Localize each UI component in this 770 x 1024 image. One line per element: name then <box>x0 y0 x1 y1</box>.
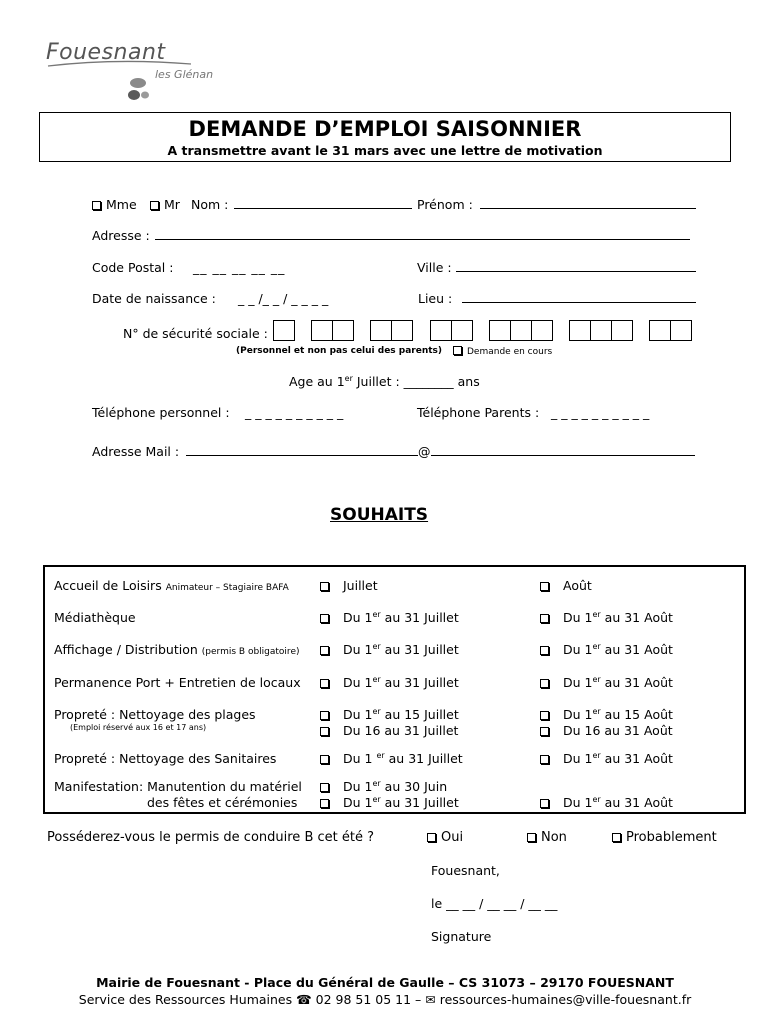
checkbox[interactable] <box>320 755 329 764</box>
code-postal-label: Code Postal : <box>92 260 174 275</box>
row-affichage: Affichage / Distribution (permis B obligatoire) <box>54 642 300 657</box>
ville-input[interactable] <box>456 271 696 272</box>
secu-digit[interactable] <box>670 320 692 341</box>
secu-digit[interactable] <box>451 320 473 341</box>
checkbox[interactable] <box>540 799 549 808</box>
checkbox[interactable] <box>427 833 436 842</box>
mail-label: Adresse Mail : <box>92 444 180 459</box>
logo-sub: les Glénan <box>155 68 214 81</box>
secu-digit[interactable] <box>569 320 591 341</box>
mail-input-user[interactable] <box>186 455 418 456</box>
checkbox[interactable] <box>320 582 329 591</box>
checkbox[interactable] <box>612 833 621 842</box>
signature-date[interactable]: le __ __ / __ __ / __ __ <box>431 896 558 911</box>
checkbox[interactable] <box>540 727 549 736</box>
secu-digit[interactable] <box>489 320 511 341</box>
row-permanence-port: Permanence Port + Entretien de locaux <box>54 675 301 690</box>
plages-juillet-1-option[interactable]: Du 1er au 15 Juillet <box>320 707 459 722</box>
plages-juillet-2-option[interactable]: Du 16 au 31 Juillet <box>320 723 458 738</box>
secu-label: N° de sécurité sociale : <box>123 326 268 341</box>
phone-icon: ☎ <box>296 992 312 1007</box>
mr-checkbox[interactable] <box>150 201 159 210</box>
mediatheque-juillet-option[interactable]: Du 1er au 31 Juillet <box>320 610 459 625</box>
accueil-aout-option[interactable]: Août <box>540 578 592 593</box>
secu-digit[interactable] <box>649 320 671 341</box>
tel-perso-label: Téléphone personnel : <box>92 405 230 420</box>
logo-swoosh-icon <box>46 58 196 104</box>
mediatheque-aout-option[interactable]: Du 1er au 31 Août <box>540 610 673 625</box>
title-box <box>39 112 731 162</box>
footer-contact: Service des Ressources Humaines ☎ 02 98 51 05 11 – ✉ ressources-humaines@ville-fouesnant.fr <box>78 992 692 1007</box>
secu-note: (Personnel et non pas celui des parents) <box>236 346 443 356</box>
secu-digit[interactable] <box>370 320 392 341</box>
checkbox[interactable] <box>540 614 549 623</box>
footer-address: Mairie de Fouesnant - Place du Général de Gaulle – CS 31073 – 29170 FOUESNANT <box>96 975 674 990</box>
signature-label: Signature <box>431 929 492 944</box>
accueil-juillet-option[interactable]: Juillet <box>320 578 378 593</box>
page-subtitle: A transmettre avant le 31 mars avec une lettre de motivation <box>167 143 603 158</box>
sanitaires-juillet-option[interactable]: Du 1 $^{er}$ au 31 Juillet <box>320 751 463 766</box>
mr-option[interactable]: Mr <box>150 197 180 212</box>
manifestation-juin-option[interactable]: Du 1er au 30 Juin <box>320 779 447 794</box>
row-manifestation: Manifestation: Manutention du matériel <box>54 779 302 794</box>
checkbox[interactable] <box>540 711 549 720</box>
age-field[interactable]: Age au 1er Juillet : ________ ans <box>289 373 480 389</box>
manifestation-juillet-option[interactable]: Du 1er au 31 Juillet <box>320 795 459 810</box>
adresse-label: Adresse : <box>92 228 150 243</box>
tel-perso-input[interactable]: _ _ _ _ _ _ _ _ _ _ <box>245 405 344 420</box>
proprete-plages-note: (Emploi réservé aux 16 et 17 ans) <box>70 723 207 732</box>
row-proprete-plages: Propreté : Nettoyage des plages <box>54 707 256 722</box>
date-naissance-label: Date de naissance : <box>92 291 216 306</box>
tel-parents-label: Téléphone Parents : <box>417 405 540 420</box>
row-mediatheque: Médiathèque <box>54 610 136 625</box>
permis-oui-option[interactable]: Oui <box>427 830 463 845</box>
secu-digit[interactable] <box>273 320 295 341</box>
page-title: DEMANDE D’EMPLOI SAISONNIER <box>188 117 582 141</box>
permis-question: Posséderez-vous le permis de conduire B cet été ? <box>47 830 374 845</box>
checkbox[interactable] <box>540 679 549 688</box>
checkbox[interactable] <box>320 614 329 623</box>
mail-at: @ <box>418 444 431 459</box>
prenom-label: Prénom : <box>417 197 473 212</box>
secu-digit[interactable] <box>391 320 413 341</box>
permis-probablement-option[interactable]: Probablement <box>612 830 717 845</box>
manifestation-aout-option[interactable]: Du 1er au 31 Août <box>540 795 673 810</box>
mme-checkbox[interactable] <box>92 201 101 210</box>
adresse-input[interactable] <box>155 239 690 240</box>
affichage-aout-option[interactable]: Du 1er au 31 Août <box>540 642 673 657</box>
checkbox[interactable] <box>320 783 329 792</box>
checkbox[interactable] <box>527 833 536 842</box>
secu-digit[interactable] <box>611 320 633 341</box>
secu-digit[interactable] <box>430 320 452 341</box>
checkbox[interactable] <box>320 679 329 688</box>
plages-aout-2-option[interactable]: Du 16 au 31 Août <box>540 723 673 738</box>
secu-digit[interactable] <box>311 320 333 341</box>
permanence-aout-option[interactable]: Du 1er au 31 Août <box>540 675 673 690</box>
nom-input[interactable] <box>234 208 412 209</box>
row-manifestation-line2: des fêtes et cérémonies <box>147 795 298 810</box>
signature-place: Fouesnant, <box>431 863 500 878</box>
demande-en-cours-option[interactable]: Demande en cours <box>453 346 552 357</box>
permanence-juillet-option[interactable]: Du 1er au 31 Juillet <box>320 675 459 690</box>
sanitaires-aout-option[interactable]: Du 1er au 31 Août <box>540 751 673 766</box>
secu-input[interactable] <box>273 320 692 341</box>
row-proprete-sanitaires: Propreté : Nettoyage des Sanitaires <box>54 751 277 766</box>
secu-digit[interactable] <box>531 320 553 341</box>
lieu-label: Lieu : <box>418 291 453 306</box>
checkbox[interactable] <box>320 646 329 655</box>
souhaits-heading: SOUHAITS <box>330 505 429 525</box>
mme-option[interactable]: Mme <box>92 197 137 212</box>
date-naissance-input[interactable]: _ _ /_ _ / _ _ _ _ <box>238 291 329 306</box>
plages-aout-1-option[interactable]: Du 1er au 15 Août <box>540 707 673 722</box>
checkbox[interactable] <box>320 799 329 808</box>
mail-input-domain[interactable] <box>431 455 695 456</box>
lieu-input[interactable] <box>462 302 696 303</box>
code-postal-input[interactable]: __ __ __ __ __ <box>193 260 286 275</box>
permis-non-option[interactable]: Non <box>527 830 567 845</box>
checkbox[interactable] <box>540 646 549 655</box>
affichage-juillet-option[interactable]: Du 1er au 31 Juillet <box>320 642 459 657</box>
checkbox[interactable] <box>540 755 549 764</box>
secu-digit[interactable] <box>510 320 532 341</box>
logo-name: Fouesnant <box>46 40 166 65</box>
tel-parents-input[interactable]: _ _ _ _ _ _ _ _ _ _ <box>551 405 650 420</box>
prenom-input[interactable] <box>480 208 696 209</box>
checkbox[interactable] <box>540 582 549 591</box>
secu-digit[interactable] <box>590 320 612 341</box>
nom-label: Nom : <box>191 197 229 212</box>
secu-digit[interactable] <box>332 320 354 341</box>
mail-icon: ✉ <box>425 992 436 1007</box>
checkbox[interactable] <box>320 711 329 720</box>
checkbox[interactable] <box>320 727 329 736</box>
demande-en-cours-checkbox[interactable] <box>453 346 462 355</box>
row-accueil-loisirs: Accueil de Loisirs Animateur – Stagiaire BAFA <box>54 578 289 593</box>
ville-label: Ville : <box>417 260 452 275</box>
